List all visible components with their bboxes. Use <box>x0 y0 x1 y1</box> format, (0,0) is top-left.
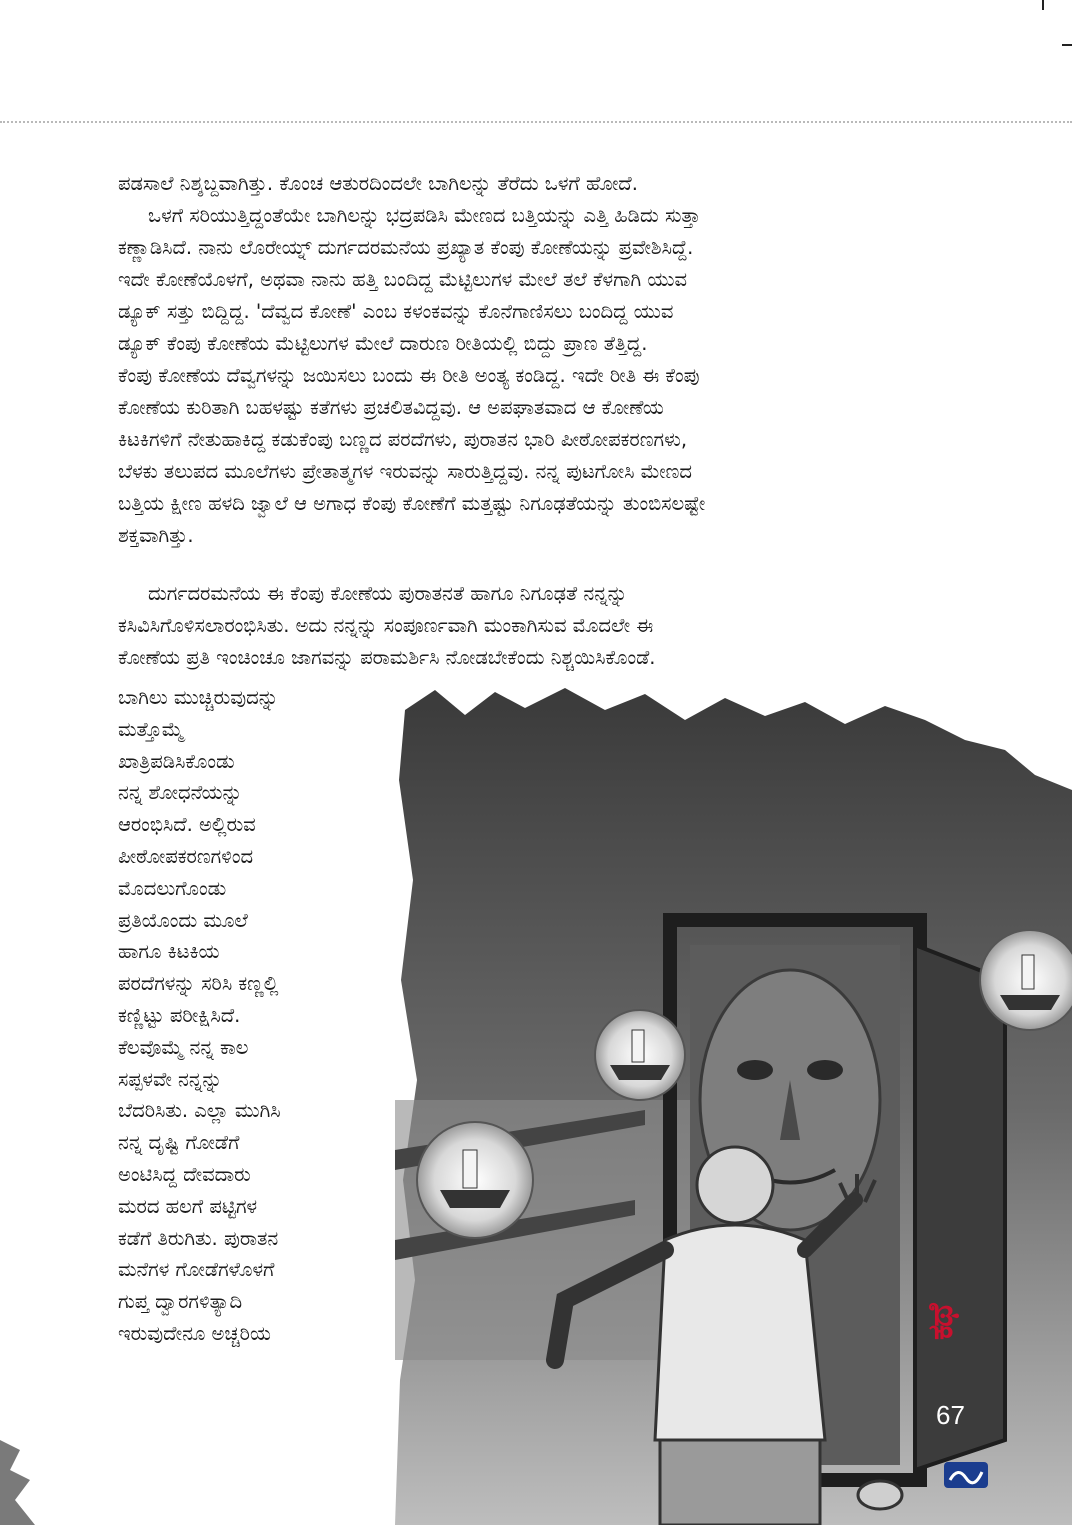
haunted-door-illustration <box>395 680 1072 1525</box>
sketch-edge-decoration <box>0 1420 60 1525</box>
side-line: ಮರದ ಹಲಗೆ ಪಟ್ಟಿಗಳ <box>118 1194 258 1218</box>
side-line: ನನ್ನ ದೃಷ್ಟಿ ಗೋಡೆಗೆ <box>118 1131 240 1155</box>
side-line: ಕೆಲವೊಮ್ಮೆ ನನ್ನ ಕಾಲ <box>118 1035 249 1059</box>
paragraph-line: ಕೆಂಪು ಕೋಣೆಯ ದೆವ್ವಗಳನ್ನು ಜಯಿಸಲು ಬಂದು ಈ ರೀತಿ ಅಂತ್ಯ ಕಂಡಿದ್ದ. ಇದೇ ರೀತಿ ಈ ಕೆಂಪು <box>118 364 700 387</box>
side-line: ಮೊದಲುಗೊಂಡು <box>118 876 227 900</box>
paragraph-line: ಡ್ಯೂಕ್ ಸತ್ತು ಬಿದ್ದಿದ್ದ. 'ದೆವ್ವದ ಕೋಣೆ' ಎಂಬ ಕಳಂಕವನ್ನು ಕೊನೆಗಾಣಿಸಲು ಬಂದಿದ್ದ ಯುವ <box>118 300 674 323</box>
side-line: ಗುಪ್ತ ದ್ವಾರಗಳಿತ್ಯಾದಿ <box>118 1290 243 1314</box>
side-line: ಆರಂಭಿಸಿದೆ. ಅಲ್ಲಿರುವ <box>118 813 256 837</box>
crop-mark-right <box>1062 44 1072 46</box>
section-label: ಕಥೆ <box>922 1305 960 1341</box>
paragraph-line: ದುರ್ಗದರಮನೆಯ ಈ ಕೆಂಪು ಕೋಣೆಯ ಪುರಾತನತೆ ಹಾಗೂ ನಿಗೂಢತೆ ನನ್ನನ್ನು <box>148 582 628 605</box>
side-line: ಹಾಗೂ ಕಿಟಕಿಯ <box>118 940 220 964</box>
side-line: ಸಪ್ಪಳವೇ ನನ್ನನ್ನು <box>118 1067 223 1091</box>
crop-mark-top <box>1042 0 1044 10</box>
paragraph-line: ಕಿಟಕಿಗಳಿಗೆ ನೇತುಹಾಕಿದ್ದ ಕಡುಕೆಂಪು ಬಣ್ಣದ ಪರದೆಗಳು, ಪುರಾತನ ಭಾರಿ ಪೀಠೋಪಕರಣಗಳು, <box>118 428 688 451</box>
paragraph-line: ಕಸಿವಿಸಿಗೊಳಿಸಲಾರಂಭಿಸಿತು. ಅದು ನನ್ನನ್ನು ಸಂಪೂರ್ಣವಾಗಿ ಮಂಕಾಗಿಸುವ ಮೊದಲೇ ಈ <box>118 614 654 637</box>
paragraph-line: ಡ್ಯೂಕ್ ಕೆಂಪು ಕೋಣೆಯ ಮೆಟ್ಟಿಲುಗಳ ಮೇಲೆ ದಾರುಣ ರೀತಿಯಲ್ಲಿ ಬಿದ್ದು ಪ್ರಾಣ ತೆತ್ತಿದ್ದ. <box>118 332 648 355</box>
side-line: ಕಣ್ಣಿಟ್ಟು ಪರೀಕ್ಷಿಸಿದೆ. <box>118 1003 241 1027</box>
paragraph-line: ಬತ್ತಿಯ ಕ್ಷೀಣ ಹಳದಿ ಜ್ವಾಲೆ ಆ ಅಗಾಧ ಕೆಂಪು ಕೋಣೆಗೆ ಮತ್ತಷ್ಟು ನಿಗೂಢತೆಯನ್ನು ತುಂಬಿಸಲಷ್ಟೇ <box>118 492 706 515</box>
paragraph-line: ಇದೇ ಕೋಣೆಯೊಳಗೆ, ಅಥವಾ ನಾನು ಹತ್ತಿ ಬಂದಿದ್ದ ಮೆಟ್ಟಿಲುಗಳ ಮೇಲೆ ತಲೆ ಕೆಳಗಾಗಿ ಯುವ <box>118 268 688 291</box>
side-line: ಕಡೆಗೆ ತಿರುಗಿತು. ಪುರಾತನ <box>118 1226 279 1250</box>
side-line: ಪೀಠೋಪಕರಣಗಳಿಂದ <box>118 844 254 868</box>
paragraph-line: ಬೆಳಕು ತಲುಪದ ಮೂಲೆಗಳು ಪ್ರೇತಾತ್ಮಗಳ ಇರುವನ್ನು ಸಾರುತ್ತಿದ್ದವು. ನನ್ನ ಪುಟಗೋಸಿ ಮೇಣದ <box>118 460 692 483</box>
side-line: ಇರುವುದೇನೂ ಅಚ್ಚರಿಯ <box>118 1321 271 1345</box>
header-divider <box>0 121 1072 123</box>
paragraph-line: ಒಳಗೆ ಸರಿಯುತ್ತಿದ್ದಂತೆಯೇ ಬಾಗಿಲನ್ನು ಭದ್ರಪಡಿಸಿ ಮೇಣದ ಬತ್ತಿಯನ್ನು ಎತ್ತಿ ಹಿಡಿದು ಸುತ್ತಾ <box>148 204 701 227</box>
side-line: ಪ್ರತಿಯೊಂದು ಮೂಲೆ <box>118 908 248 932</box>
paragraph-line: ಕೋಣೆಯ ಪ್ರತಿ ಇಂಚಿಂಚೂ ಜಾಗವನ್ನು ಪರಾಮರ್ಶಿಸಿ ನೋಡಬೇಕೆಂದು ನಿಶ್ಚಯಿಸಿಕೊಂಡೆ. <box>118 646 656 669</box>
page-number: 67 <box>936 1400 965 1430</box>
side-line: ಮತ್ತೊಮ್ಮೆ <box>118 717 184 741</box>
paragraph-line: ಪಡಸಾಲೆ ನಿಶ್ಶಬ್ದವಾಗಿತ್ತು. ಕೊಂಚ ಆತುರದಿಂದಲೇ ಬಾಗಿಲನ್ನು ತೆರೆದು ಒಳಗೆ ಹೋದೆ. <box>118 172 638 195</box>
side-line: ಪರದೆಗಳನ್ನು ಸರಿಸಿ ಕಣ್ಣಲ್ಲಿ <box>118 972 279 996</box>
side-column-text <box>118 682 388 1350</box>
paragraph-line: ಕೋಣೆಯ ಕುರಿತಾಗಿ ಬಹಳಷ್ಟು ಕತೆಗಳು ಪ್ರಚಲಿತವಿದ್ದವು. ಆ ಅಪಘಾತವಾದ ಆ ಕೋಣೆಯ <box>118 396 664 419</box>
paragraph-line: ಶಕ್ತವಾಗಿತ್ತು. <box>118 524 194 547</box>
paragraph-2 <box>118 200 910 552</box>
paragraph-line: ಕಣ್ಣಾಡಿಸಿದೆ. ನಾನು ಲೊರೇಯ್ನ್ ದುರ್ಗದರಮನೆಯ ಪ್ರಖ್ಯಾತ ಕೆಂಪು ಕೋಣೆಯನ್ನು ಪ್ರವೇಶಿಸಿದ್ದೆ. <box>118 236 694 259</box>
paragraph-1 <box>118 168 910 200</box>
side-line: ನನ್ನ ಶೋಧನೆಯನ್ನು <box>118 781 243 805</box>
side-line: ಬಾಗಿಲು ಮುಚ್ಚಿರುವುದನ್ನು <box>118 686 279 709</box>
side-line: ಅಂಟಿಸಿದ್ದ ದೇವದಾರು <box>118 1162 251 1186</box>
side-line: ಖಾತ್ರಿಪಡಿಸಿಕೊಂಡು <box>118 749 235 773</box>
paragraph-3 <box>118 578 910 674</box>
side-line: ಬೆದರಿಸಿತು. ಎಲ್ಲಾ ಮುಗಿಸಿ <box>118 1099 281 1123</box>
side-line: ಮನೆಗಳ ಗೋಡೆಗಳೊಳಗೆ <box>118 1258 275 1282</box>
magazine-logo-icon <box>944 1462 988 1488</box>
